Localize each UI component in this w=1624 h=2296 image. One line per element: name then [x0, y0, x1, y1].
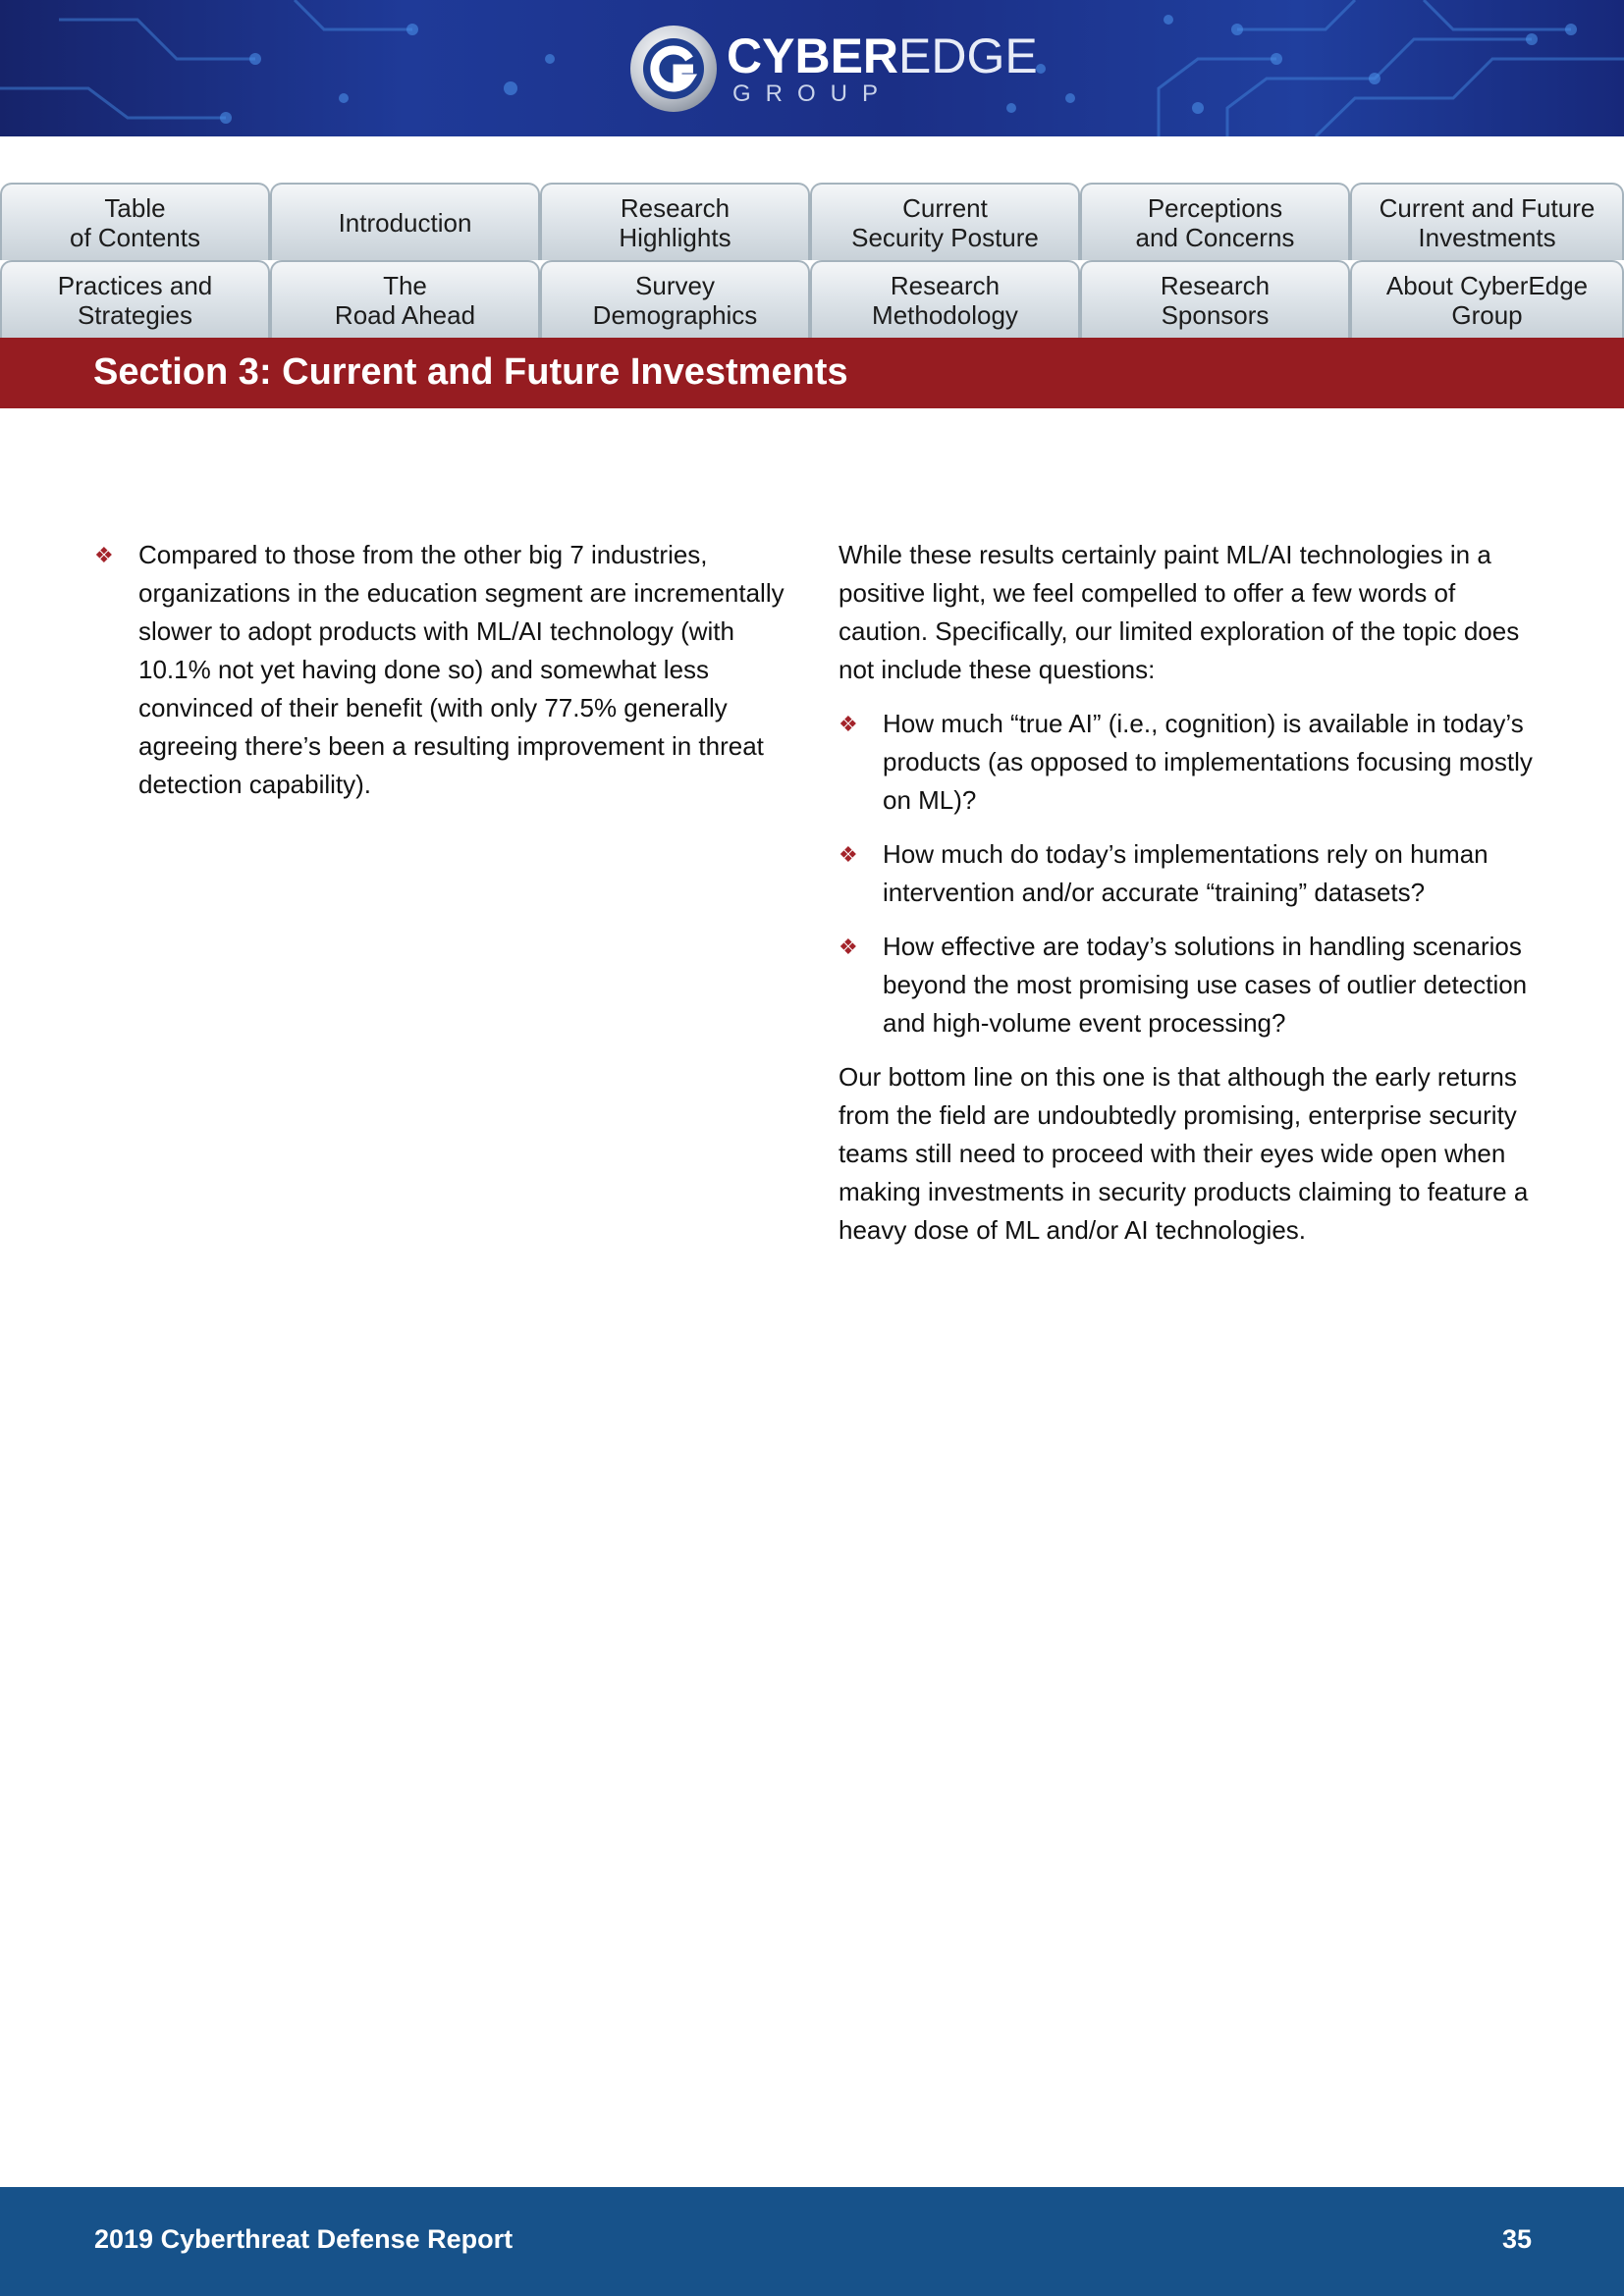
- logo-wordmark: CYBEREDGE: [727, 28, 1038, 83]
- list-item: [839, 705, 1538, 820]
- tab-table-of-contents[interactable]: Table of Contents: [0, 183, 270, 260]
- page-number: 35: [1501, 2224, 1532, 2254]
- tab-current-security-posture[interactable]: Current Security Posture: [810, 183, 1080, 260]
- bullet-text: How effective are today’s solutions in handling scenarios beyond the most promising use cases of outlier detection and high-volume event processing?: [883, 932, 1528, 1038]
- diamond-quad-bullet-icon: ❖: [839, 934, 858, 959]
- tab-research-sponsors[interactable]: Research Sponsors: [1080, 260, 1350, 338]
- cyberedge-logo[interactable]: [628, 22, 1038, 116]
- conclusion-paragraph: Our bottom line on this one is that although the early returns from the field are undoubtedly promising, enterprise security teams still need to proceed with their eyes wide open when making investments in security products claiming to feature a heavy dose of ML and/or AI technologies.: [839, 1062, 1529, 1245]
- tab-introduction[interactable]: Introduction: [270, 183, 540, 260]
- bullet-text: How much do today’s implementations rely on human intervention and/or accurate “training” datasets?: [883, 839, 1489, 907]
- list-item: [94, 536, 793, 804]
- list-item: [839, 928, 1538, 1042]
- section-title-bar: [0, 338, 1624, 408]
- cyberedge-logo-mark-icon: [628, 24, 719, 114]
- diamond-quad-bullet-icon: ❖: [839, 842, 858, 867]
- tab-research-methodology[interactable]: Research Methodology: [810, 260, 1080, 338]
- logo-subtitle: GROUP: [732, 80, 893, 107]
- tab-research-highlights[interactable]: Research Highlights: [540, 183, 810, 260]
- tab-about-cyberedge-group[interactable]: About CyberEdge Group: [1350, 260, 1624, 338]
- tab-current-and-future-investments[interactable]: Current and Future Investments: [1350, 183, 1624, 260]
- diamond-quad-bullet-icon: ❖: [94, 543, 114, 567]
- bullet-text: How much “true AI” (i.e., cognition) is available in today’s products (as opposed to implementations focusing mostly on ML)?: [883, 709, 1533, 815]
- tab-row-2: [0, 260, 1624, 338]
- left-column: [94, 536, 793, 804]
- intro-paragraph: While these results certainly paint ML/AI technologies in a positive light, we feel compelled to offer a few words of caution. Specifically, our limited exploration of the topic does not include these questions:: [839, 540, 1520, 684]
- tab-the-road-ahead[interactable]: The Road Ahead: [270, 260, 540, 338]
- page-footer: [0, 2187, 1624, 2296]
- list-item: [839, 835, 1538, 912]
- right-column: [839, 536, 1538, 1265]
- section-navigation-tabs: [0, 183, 1624, 338]
- tab-survey-demographics[interactable]: Survey Demographics: [540, 260, 810, 338]
- tab-row-1: [0, 183, 1624, 260]
- tab-practices-and-strategies[interactable]: Practices and Strategies: [0, 260, 270, 338]
- tab-perceptions-and-concerns[interactable]: Perceptions and Concerns: [1080, 183, 1350, 260]
- header-banner: [0, 0, 1624, 136]
- bullet-text: Compared to those from the other big 7 industries, organizations in the education segment are incrementally slower to adopt products with ML/AI technology (with 10.1% not yet having done so) and somewhat less convinced of their benefit (with only 77.5% generally agreeing there’s been a resulting improvement in threat detection capability).: [138, 540, 785, 799]
- report-title: 2019 Cyberthreat Defense Report: [94, 2224, 514, 2254]
- section-title: Section 3: Current and Future Investments: [93, 351, 848, 393]
- diamond-quad-bullet-icon: ❖: [839, 712, 858, 736]
